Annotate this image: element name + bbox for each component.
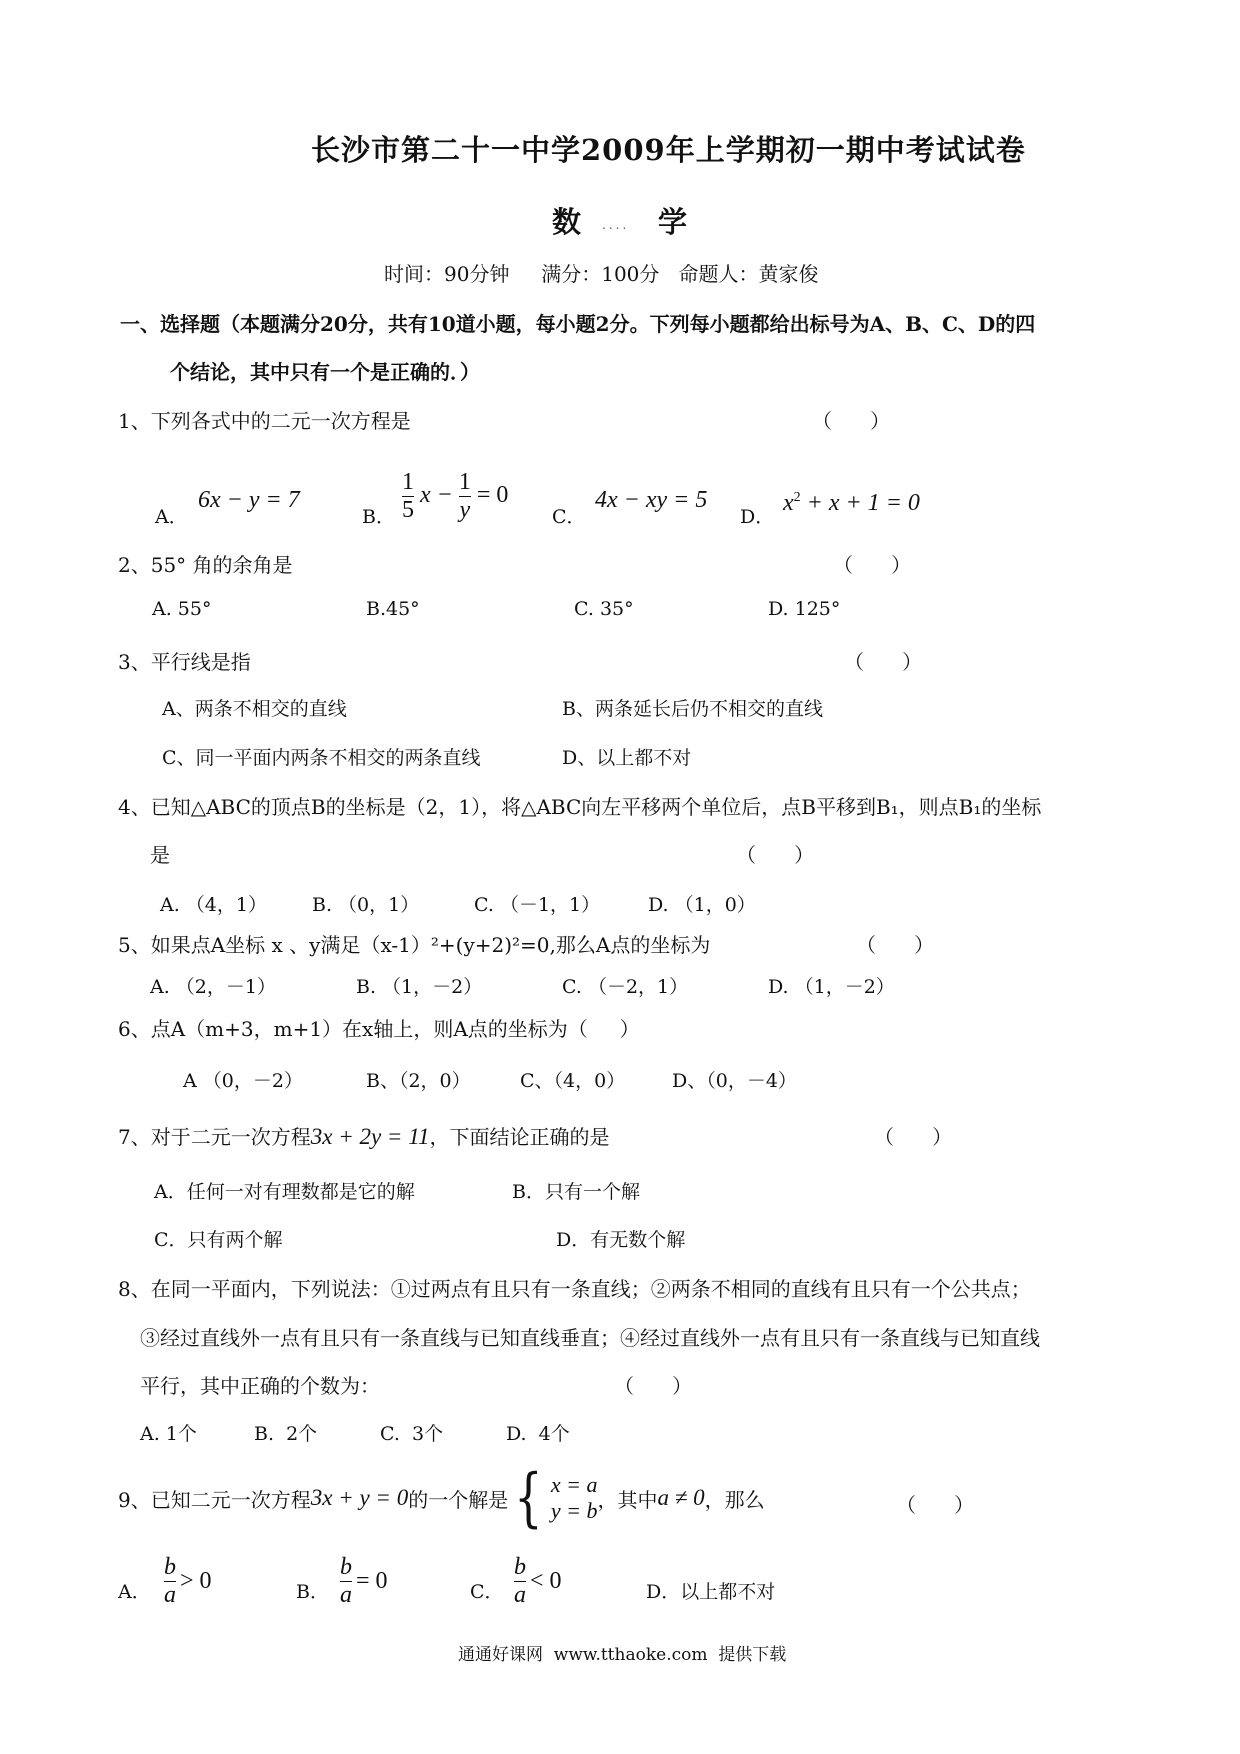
q8-stem-line3: 平行，其中正确的个数为： <box>140 1374 380 1398</box>
q8-stem-line1: 8、在同一平面内，下列说法：①过两点有且只有一条直线；②两条不相同的直线有且只有一个公共点； <box>118 1277 1031 1301</box>
q8-option-d: D. 4个 <box>506 1423 570 1445</box>
q9-system-row-2: y = b <box>550 1498 598 1523</box>
q1-b-eq: = 0 <box>476 482 509 509</box>
q1-stem: 1、下列各式中的二元一次方程是 <box>118 409 411 433</box>
q3-answer-blank: （ ） <box>844 650 923 674</box>
section-heading-line2: 个结论，其中只有一个是正确的．） <box>170 360 480 384</box>
q1-b-fraction-2: $\frac{1}{y}$ <box>458 469 471 524</box>
q9-option-a-label: A． <box>118 1581 151 1603</box>
q9-option-a-math <box>164 1555 212 1608</box>
q2-stem: 2、55° 角的余角是 <box>118 553 293 577</box>
q1-b-fraction-1: $\frac{1}{5}$ <box>402 469 414 524</box>
q7-stem <box>118 1121 610 1150</box>
q9-a-relation: > 0 <box>180 1568 212 1595</box>
q1-option-d-label: D． <box>740 506 775 528</box>
q9-equation-system <box>508 1461 598 1535</box>
subject-dots: .... <box>602 218 630 232</box>
q8-option-b: B. 2个 <box>254 1423 318 1445</box>
q1-answer-blank: （ ） <box>812 409 891 433</box>
q4-option-b: B. （0，1） <box>312 894 420 916</box>
q8-stem-line2: ③经过直线外一点有且只有一条直线与已知直线垂直；④经过直线外一点有且只有一条直线与已知直线 <box>140 1326 1040 1350</box>
q1-option-b-label: B． <box>362 506 395 528</box>
q9-option-b-label: B． <box>296 1581 329 1603</box>
q5-option-d: D. （1，－2） <box>768 976 895 998</box>
q9-option-c-label: C． <box>470 1581 504 1603</box>
q9-option-c-math <box>514 1555 562 1608</box>
q9-stem-post1: ，其中 <box>597 1487 658 1512</box>
q1-option-b-math <box>402 470 508 523</box>
q5-stem: 5、如果点A坐标 x 、y满足（x-1）²+(y+2)²=0,那么A点的坐标为 <box>118 933 711 957</box>
q8-answer-blank: （ ） <box>614 1374 693 1398</box>
q2-option-c: C. 35° <box>574 598 634 620</box>
q9-b-relation: = 0 <box>356 1568 388 1595</box>
q7-answer-blank: （ ） <box>874 1125 953 1149</box>
q1-option-a-math: 6x − y = 7 <box>198 487 300 513</box>
q4-stem-line2: 是 <box>150 843 170 867</box>
q1-option-a-label: A． <box>155 506 188 528</box>
q7-option-d: D．有无数个解 <box>556 1229 686 1251</box>
q3-option-c: C、同一平面内两条不相交的两条直线 <box>162 747 481 769</box>
q5-option-c: C. （－2，1） <box>562 976 689 998</box>
q7-option-c: C．只有两个解 <box>154 1229 283 1251</box>
q6-option-d: D、（0，－4） <box>672 1070 797 1092</box>
q4-option-a: A. （4，1） <box>160 894 267 916</box>
q4-option-d: D. （1，0） <box>648 894 756 916</box>
section-heading-line1: 一、选择题（本题满分20分，共有10道小题，每小题2分。下列每小题都给出标号为A、B、C、D的四 <box>120 312 1036 336</box>
q9-condition: a ≠ 0 <box>657 1485 705 1510</box>
q2-option-a: A. 55° <box>152 598 212 620</box>
q9-option-d: D．以上都不对 <box>646 1581 776 1603</box>
q8-option-c: C. 3个 <box>380 1423 444 1445</box>
q9-c-relation: < 0 <box>530 1568 562 1595</box>
q9-a-fraction: $\frac{b}{a}$ <box>164 1554 176 1609</box>
q4-stem-line1: 4、已知△ABC的顶点B的坐标是（2，1），将△ABC向左平移两个单位后，点B平移到B₁，则点B₁的坐标 <box>118 795 1042 819</box>
q7-stem-post: ，下面结论正确的是 <box>429 1125 610 1149</box>
q9-option-b-math <box>340 1555 388 1608</box>
q2-answer-blank: （ ） <box>833 553 912 577</box>
q7-equation: 3x + 2y = 11 <box>310 1124 430 1149</box>
q5-option-a: A. （2，－1） <box>150 976 276 998</box>
q9-stem-pre: 9、已知二元一次方程 <box>118 1487 311 1512</box>
q6-option-b: B、（2，0） <box>366 1070 471 1092</box>
q4-option-c: C. （－1，1） <box>474 894 601 916</box>
q7-option-a: A．任何一对有理数都是它的解 <box>154 1181 415 1203</box>
q9-c-fraction: $\frac{b}{a}$ <box>514 1554 526 1609</box>
subject-left-char: 数 <box>552 205 582 239</box>
exam-title: 长沙市第二十一中学2009年上学期初一期中考试试卷 <box>311 133 1026 167</box>
q3-option-a: A、两条不相交的直线 <box>162 698 347 720</box>
q9-stem-mid: 的一个解是 <box>408 1487 509 1512</box>
q5-option-b: B. （1，－2） <box>356 976 483 998</box>
exam-meta: 时间：90分钟 满分：100分 命题人：黄家俊 <box>384 262 819 286</box>
q6-stem: 6、点A（m+3，m+1）在x轴上，则A点的坐标为（ ） <box>118 1017 640 1041</box>
q3-stem: 3、平行线是指 <box>118 650 251 674</box>
q1-option-c-label: C． <box>552 506 586 528</box>
q3-option-d: D、以上都不对 <box>562 747 692 769</box>
q4-answer-blank: （ ） <box>736 843 815 867</box>
q1-option-d-math: $x^2 + x + 1 = 0$ <box>783 490 920 516</box>
q9-equation: 3x + y = 0 <box>310 1485 409 1510</box>
page-footer: 通通好课网 www.tthaoke.com 提供下载 <box>458 1645 787 1665</box>
q2-option-d: D. 125° <box>768 598 841 620</box>
q9-answer-blank: （ ） <box>896 1493 975 1517</box>
q6-option-a: A （0，－2） <box>183 1070 303 1092</box>
q1-b-x: x − <box>420 482 453 509</box>
q1-option-c-math: 4x − xy = 5 <box>595 487 708 513</box>
q7-option-b: B．只有一个解 <box>512 1181 640 1203</box>
q9-system-row-1: x = a <box>550 1472 598 1497</box>
q8-option-a: A. 1个 <box>140 1423 197 1445</box>
q9-b-fraction: $\frac{b}{a}$ <box>340 1554 352 1609</box>
q5-answer-blank: （ ） <box>856 933 935 957</box>
q3-option-b: B、两条延长后仍不相交的直线 <box>562 698 823 720</box>
q7-stem-pre: 7、对于二元一次方程 <box>118 1125 311 1149</box>
q9-stem <box>118 1461 765 1535</box>
q9-stem-post2: ，那么 <box>704 1487 765 1512</box>
q6-option-c: C、（4，0） <box>520 1070 626 1092</box>
subject-right-char: 学 <box>658 205 688 239</box>
q2-option-b: B.45° <box>366 598 420 620</box>
left-brace-icon: { <box>514 1461 543 1535</box>
